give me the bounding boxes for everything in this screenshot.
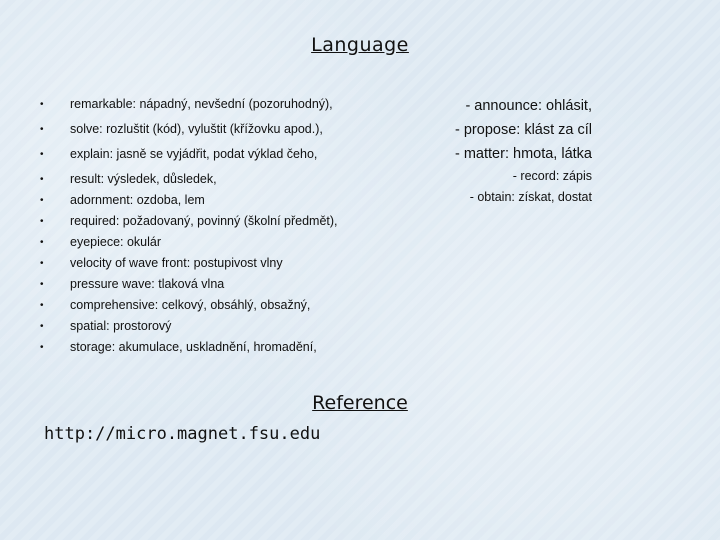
reference-url: http://micro.magnet.fsu.edu [44, 424, 321, 444]
list-item [40, 295, 420, 316]
list-item-text: storage: akumulace, uskladnění, hromadění, [70, 340, 317, 354]
list-item [40, 119, 420, 144]
list-item: - matter: hmota, látka [455, 146, 592, 162]
bullet: • [40, 321, 44, 332]
list-item [40, 144, 420, 169]
list-item [40, 253, 420, 274]
bullet: • [40, 258, 44, 269]
list-item [40, 190, 420, 211]
bullet: • [40, 149, 44, 160]
list-item: - propose: klást za cíl [455, 122, 592, 138]
list-item [40, 94, 420, 119]
bullet: • [40, 342, 44, 353]
list-item: - record: zápis [512, 169, 592, 183]
list-item: - announce: ohlásit, [465, 98, 592, 114]
list-item-text: required: požadovaný, povinný (školní předmět), [70, 214, 338, 228]
list-item-text: comprehensive: celkový, obsáhlý, obsažný, [70, 298, 311, 312]
list-item-text: solve: rozluštit (kód), vyluštit (křížovku apod.), [70, 122, 323, 136]
list-item-text: spatial: prostorový [70, 319, 172, 333]
bullet: • [40, 279, 44, 290]
list-item-text: remarkable: nápadný, nevšední (pozoruhodný), [70, 97, 333, 111]
list-item-text: velocity of wave front: postupivost vlny [70, 256, 283, 270]
vocabulary-list [40, 94, 420, 358]
bullet: • [40, 195, 44, 206]
list-item [40, 211, 420, 232]
list-item-text: eyepiece: okulár [70, 235, 162, 249]
vocabulary-list-right [455, 94, 592, 208]
bullet: • [40, 237, 44, 248]
bullet: • [40, 99, 44, 110]
bullet: • [40, 124, 44, 135]
list-item [40, 274, 420, 295]
list-item [40, 337, 420, 358]
list-item: - obtain: získat, dostat [469, 190, 592, 204]
slide-title: Language [311, 34, 409, 56]
list-item-text: adornment: ozdoba, lem [70, 193, 205, 207]
reference-heading: Reference [312, 392, 408, 414]
list-item-text: result: výsledek, důsledek, [70, 172, 217, 186]
list-item [40, 232, 420, 253]
bullet: • [40, 216, 44, 227]
list-item [40, 316, 420, 337]
list-item-text: explain: jasně se vyjádřit, podat výklad čeho, [70, 147, 318, 161]
list-item-text: pressure wave: tlaková vlna [70, 277, 225, 291]
list-item [40, 169, 420, 190]
bullet: • [40, 174, 44, 185]
bullet: • [40, 300, 44, 311]
